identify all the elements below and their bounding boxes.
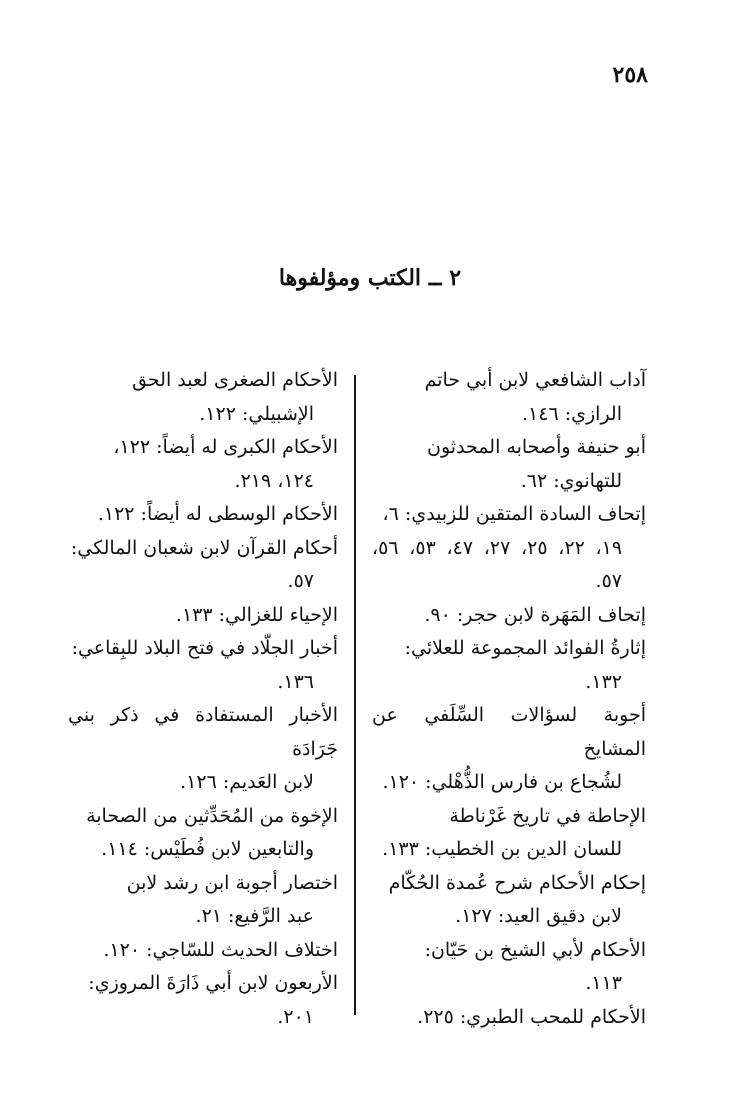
index-entry-continuation: ١٩، ٢٢، ٢٥، ٢٧، ٤٧، ٥٣، ٥٦، ٥٧. <box>372 536 623 592</box>
index-entry <box>372 800 646 867</box>
index-entry <box>68 867 338 934</box>
index-entry <box>372 498 646 599</box>
index-entry-title: إحكام الأحكام شرح عُمدة الحُكّام <box>388 871 646 894</box>
index-entry <box>372 1001 646 1035</box>
index-entry <box>372 699 646 800</box>
index-entry-continuation: الإشبيلي: ١٢٢. <box>199 402 314 425</box>
index-entry <box>68 431 338 498</box>
page-number: ٢٥٨ <box>612 62 648 88</box>
index-entry-title: أخبار الجلّاد في فتح البلاد للبِقاعي: <box>71 637 338 659</box>
index-entry <box>68 632 338 699</box>
index-entry <box>68 498 338 532</box>
index-entry-continuation: ١١٣. <box>585 972 622 994</box>
index-entry-continuation: لابن دقيق العيد: ١٢٧. <box>455 905 622 927</box>
section-title: ٢ ــ الكتب ومؤلفوها <box>278 265 462 291</box>
index-entry-continuation: ٥٧. <box>287 570 314 592</box>
index-entry-title: الأحكام لأبي الشيخ بن حَيّان: <box>424 938 646 961</box>
index-entry-title: الأحكام الوسطى له أيضاً: ١٢٢. <box>97 503 338 525</box>
index-entry-title: الأربعون لابن أبي ذَارَةَ المروزي: <box>88 972 338 994</box>
index-entry-title: الأخبار المستفادة في ذكر بني جَرَادَة <box>68 704 338 760</box>
index-entry-title: إتحاف المَهَرة لابن حجر: ٩٠. <box>424 603 646 626</box>
index-column-right <box>372 364 646 1034</box>
index-entry <box>372 632 646 699</box>
index-entry <box>372 867 646 934</box>
index-entry-continuation: ٢٠١. <box>277 1005 314 1028</box>
index-entry-continuation: عبد الرَّفيع: ٢١. <box>195 905 314 927</box>
index-entry <box>68 599 338 633</box>
index-entry-title: الأحكام للمحب الطبري: ٢٢٥. <box>417 1005 646 1028</box>
index-entry-continuation: الرازي: ١٤٦. <box>522 402 622 425</box>
index-entry-title: اختصار أجوبة ابن رشد لابن <box>126 871 338 894</box>
column-divider <box>354 375 356 1015</box>
index-entry <box>68 364 338 431</box>
index-entry-continuation: للتهانوي: ٦٢. <box>520 469 622 492</box>
index-entry-continuation: والتابعين لابن فُطَيْس: ١١٤. <box>101 838 314 860</box>
index-entry-title: الإحاطة في تاريخ غَرْناطة <box>449 804 646 827</box>
index-entry-title: الأحكام الصغرى لعبد الحق <box>132 369 338 391</box>
index-entry-continuation: لابن العَديم: ١٢٦. <box>180 771 314 793</box>
index-entry-title: إتحاف السادة المتقين للزبيدي: ٦، <box>382 503 646 525</box>
index-entry-title: الإحياء للغزالي: ١٣٣. <box>175 603 338 626</box>
index-entry-continuation: ١٣٦. <box>277 670 314 693</box>
index-entry-title: أجوبة لسؤالات السِّلَفي عن المشايخ <box>372 704 646 760</box>
index-entry-title: إثارةُ الفوائد المجموعة للعلائي: <box>404 637 646 659</box>
index-entry-title: الأحكام الكبرى له أيضاً: ١٢٢، <box>113 436 338 458</box>
index-entry-title: آداب الشافعي لابن أبي حاتم <box>424 369 646 391</box>
index-entry-continuation: لشُجاع بن فارس الذُّهْلي: ١٢٠. <box>382 771 622 793</box>
index-entry <box>68 967 338 1034</box>
index-entry <box>372 431 646 498</box>
index-entry <box>68 532 338 599</box>
index-entry <box>68 699 338 800</box>
index-entry-title: أبو حنيفة وأصحابه المحدثون <box>427 436 646 458</box>
index-entry-title: أحكام القرآن لابن شعبان المالكي: <box>70 536 338 559</box>
index-entry <box>68 800 338 867</box>
index-entry-continuation: ١٣٢. <box>585 670 622 693</box>
index-column-left <box>68 364 338 1034</box>
index-entry <box>372 364 646 431</box>
index-entry <box>372 934 646 1001</box>
index-entry <box>372 599 646 633</box>
index-entry-continuation: ١٢٤، ٢١٩. <box>234 469 314 492</box>
index-entry-title: اختلاف الحديث للسّاجي: ١٢٠. <box>103 938 338 961</box>
index-entry <box>68 934 338 968</box>
index-entry-continuation: للسان الدين بن الخطيب: ١٣٣. <box>382 838 622 860</box>
index-entry-title: الإخوة من المُحَدِّثين من الصحابة <box>86 804 338 827</box>
